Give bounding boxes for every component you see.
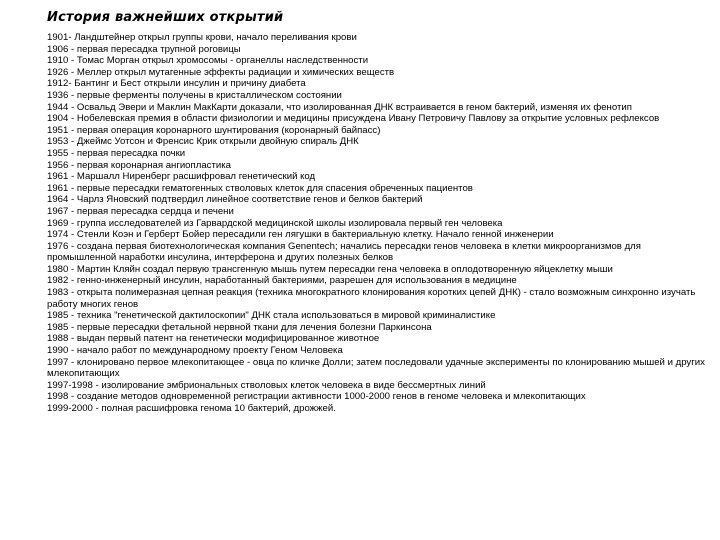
event-item: 1983 - открыта полимеразная цепная реакция (техника многократного клонирования коротких цепей ДНК) - стало возможным синхронно изучать работу многих генов: [47, 287, 696, 310]
event-item: 1982 - генно-инженерный инсулин, наработанный бактериями, разрешен для использования в медицине: [47, 275, 517, 287]
event-item: 1997-1998 - изолирование эмбриональных стволовых клеток человека в виде бессмертных линий: [47, 379, 486, 391]
event-item: 1990 - начало работ по международному проекту Геном Человека: [47, 345, 343, 357]
event-item: 1961 - первые пересадки гематогенных стволовых клеток для спасения обреченных пациентов: [47, 182, 473, 194]
event-item: 1955 - первая пересадка почки: [47, 147, 186, 159]
event-item: 1988 - выдан первый патент на генетически модифицированное животное: [47, 333, 380, 345]
event-item: 1906 - первая пересадка трупной роговицы: [47, 43, 241, 55]
event-item: 1985 - техника "генетической дактилоскопии" ДНК стала использоваться в мировой криминалистике: [47, 310, 496, 322]
event-item: 1964 - Чарлз Яновский подтвердил линейное соответствие генов и белков бактерий: [47, 194, 423, 206]
event-item: 1936 - первые ферменты получены в кристаллическом состоянии: [47, 89, 342, 101]
event-item: 1967 - первая пересадка сердца и печени: [47, 205, 234, 217]
events-list: [47, 32, 709, 415]
page-title: История важнейших открытий: [47, 10, 284, 25]
event-item: 1998 - создание методов одновременной регистрации активности 1000-2000 генов в геноме человека и млекопитающих: [47, 391, 586, 403]
event-item: 1912- Бантинг и Бест открыли инсулин и причину диабета: [47, 78, 306, 90]
event-item: 1926 - Меллер открыл мутагенные эффекты радиации и химических веществ: [47, 66, 395, 78]
event-item: 1956 - первая коронарная ангиопластика: [47, 159, 231, 171]
event-item: 1910 - Томас Морган открыл хромосомы - органеллы наследственности: [47, 55, 369, 67]
event-item: 1969 - группа исследователей из Гарвардской медицинской школы изолировала первый ген человека: [47, 217, 503, 229]
event-item: 1985 - первые пересадки фетальной нервной ткани для лечения болезни Паркинсона: [47, 321, 432, 333]
event-item: 1953 - Джеймс Уотсон и Френсис Крик открыли двойную спираль ДНК: [47, 136, 359, 148]
event-item: 1901- Ландштейнер открыл группы крови, начало переливания крови: [47, 32, 357, 43]
event-item: 1999-2000 - полная расшифровка генома 10 бактерий, дрожжей.: [47, 403, 336, 414]
event-item: 1980 - Мартин Кляйн создал первую трансгенную мышь путем пересадки гена человека в оплодотворенную яйцеклетку мыши: [47, 263, 613, 275]
event-item: 1944 - Освальд Эвери и Маклин МакКарти доказали, что изолированная ДНК встраивается в геном бактерий, изменяя их фенотип: [47, 101, 632, 113]
event-item: 1974 - Стенли Коэн и Герберт Бойер пересадили ген лягушки в бактериальную клетку. Начало генной инженерии: [47, 229, 554, 241]
event-item: 1951 - первая операция коронарного шунтирования (коронарный байпасс): [47, 124, 381, 136]
event-item: 1976 - создана первая биотехнологическая компания Genentech; начались пересадки генов человека в клетки микроорганизмов для промышленной наработки инсулина, интерферона и других полезных белков: [47, 240, 641, 264]
event-item: 1961 - Маршалл Ниренберг расшифровал генетический код: [47, 171, 316, 183]
event-item: 1997 - клонировано первое млекопитающее - овца по кличке Долли; затем последовали удачные эксперименты по клонированию мышей и других млекопитающих: [47, 356, 705, 380]
event-item: 1904 - Нобелевская премия в области физиологии и медицины присуждена Ивану Петровичу Павлову за открытие условных рефлексов: [47, 113, 660, 125]
